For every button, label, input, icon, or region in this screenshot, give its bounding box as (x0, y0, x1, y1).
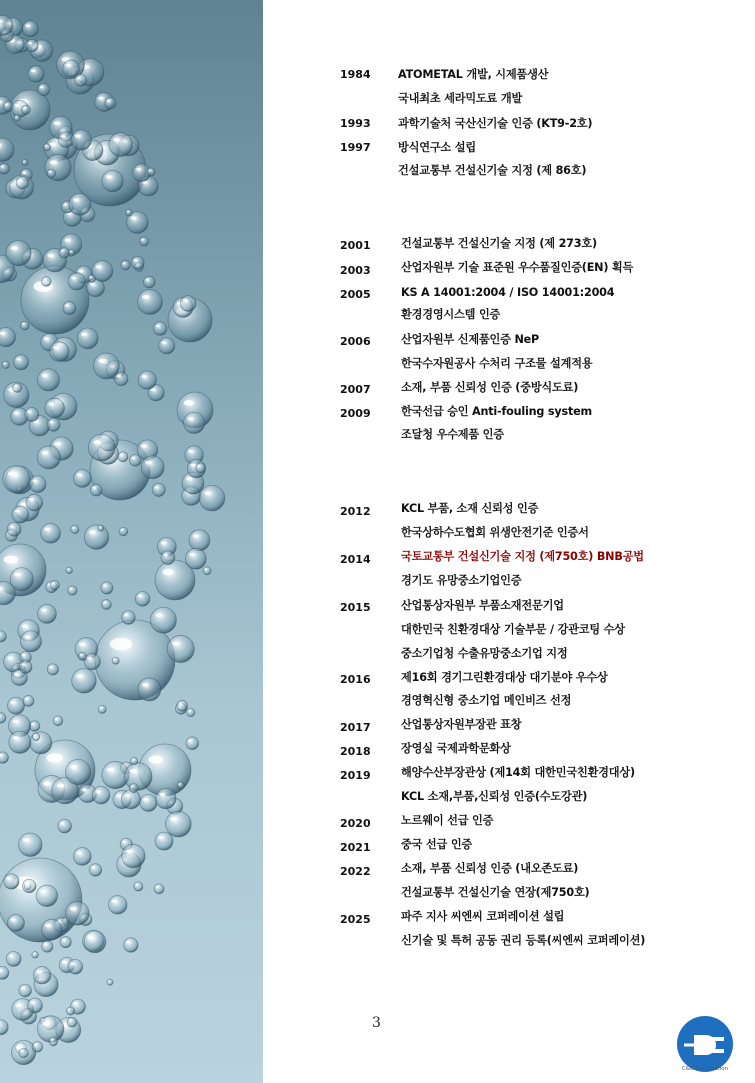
timeline-item: 산업통상자원부 부품소재전문기업 (401, 599, 564, 612)
timeline-item: 건설교통부 건설신기술 지정 (제 273호) (401, 237, 597, 250)
timeline-item: 대한민국 친환경대상 기술부문 / 강관코팅 수상 (401, 623, 625, 636)
timeline-year: 1997 (340, 141, 371, 154)
timeline-item: 중소기업청 수출유망중소기업 지정 (401, 647, 568, 660)
page-number: 3 (372, 1015, 381, 1031)
timeline-year: 2007 (340, 383, 371, 396)
timeline-item: 소재, 부품 신뢰성 인증 (내오존도료) (401, 862, 579, 875)
timeline-item: 소재, 부품 신뢰성 인증 (중방식도료) (401, 381, 579, 394)
timeline-item: 한국수자원공사 수처리 구조물 설계적용 (401, 357, 593, 370)
timeline-item: KS A 14001:2004 / ISO 14001:2004 (401, 286, 615, 299)
timeline-year: 2009 (340, 407, 371, 420)
company-logo (676, 1015, 734, 1073)
timeline-year: 2020 (340, 817, 371, 830)
timeline-year: 2001 (340, 239, 371, 252)
plug-icon (676, 1015, 734, 1073)
timeline-item: KCL 소재,부품,신뢰성 인증(수도강관) (401, 790, 588, 803)
timeline-item: 경영혁신형 중소기업 메인비즈 선정 (401, 694, 572, 707)
timeline-item: 국내최초 세라믹도료 개발 (398, 92, 523, 105)
timeline-item: 방식연구소 설립 (398, 141, 476, 154)
timeline-item: 건설교통부 건설신기술 지정 (제 86호) (398, 164, 587, 177)
timeline-item: 장영실 국제과학문화상 (401, 742, 511, 755)
timeline-item: 산업자원부 기술 표준원 우수품질인증(EN) 획득 (401, 261, 634, 274)
timeline-year: 2005 (340, 288, 371, 301)
timeline-item: ATOMETAL 개발, 시제품생산 (398, 68, 549, 81)
timeline-year: 2019 (340, 769, 371, 782)
timeline-item: 건설교통부 건설신기술 연장(제750호) (401, 886, 590, 899)
timeline-year: 2015 (340, 601, 371, 614)
timeline-item: 신기술 및 특허 공동 권리 등록(씨엔씨 코퍼레이션) (401, 934, 646, 947)
timeline-item: 산업통상자원부장관 표창 (401, 718, 522, 731)
timeline-item: 한국상하수도협회 위생안전기준 인증서 (401, 526, 589, 539)
timeline-item-highlight: 국토교통부 건설신기술 지정 (제750호) BNB공법 (401, 550, 644, 563)
timeline-year: 2016 (340, 673, 371, 686)
timeline-year: 1993 (340, 117, 371, 130)
timeline-year: 2012 (340, 505, 371, 518)
timeline-item: 환경경영시스템 인증 (401, 308, 501, 321)
timeline-item: 한국선급 승인 Anti-fouling system (401, 405, 592, 418)
timeline-year: 2022 (340, 865, 371, 878)
timeline-item: 제16회 경기그린환경대상 대기분야 우수상 (401, 671, 608, 684)
timeline-item: 경기도 유망중소기업인증 (401, 574, 522, 587)
timeline-year: 2025 (340, 913, 371, 926)
timeline-year: 2018 (340, 745, 371, 758)
timeline-item: KCL 부품, 소재 신뢰성 인증 (401, 502, 539, 515)
timeline-year: 2014 (340, 553, 371, 566)
timeline-year: 1984 (340, 68, 371, 81)
timeline-item: 파주 지사 씨엔씨 코퍼레이션 설립 (401, 910, 565, 923)
timeline-item: 중국 선급 인증 (401, 838, 473, 851)
timeline-item: 산업자원부 신제품인증 NeP (401, 333, 540, 346)
timeline-item: 해양수산부장관상 (제14회 대한민국친환경대상) (401, 766, 635, 779)
timeline-item: 조달청 우수제품 인증 (401, 428, 504, 441)
logo-caption: C&C Corporation (681, 1066, 729, 1072)
timeline-year: 2006 (340, 335, 371, 348)
timeline-year: 2017 (340, 721, 371, 734)
timeline-year: 2021 (340, 841, 371, 854)
timeline-item: 노르웨이 선급 인증 (401, 814, 494, 827)
timeline-year: 2003 (340, 264, 371, 277)
timeline-item: 과학기술처 국산신기술 인증 (KT9-2호) (398, 117, 593, 130)
